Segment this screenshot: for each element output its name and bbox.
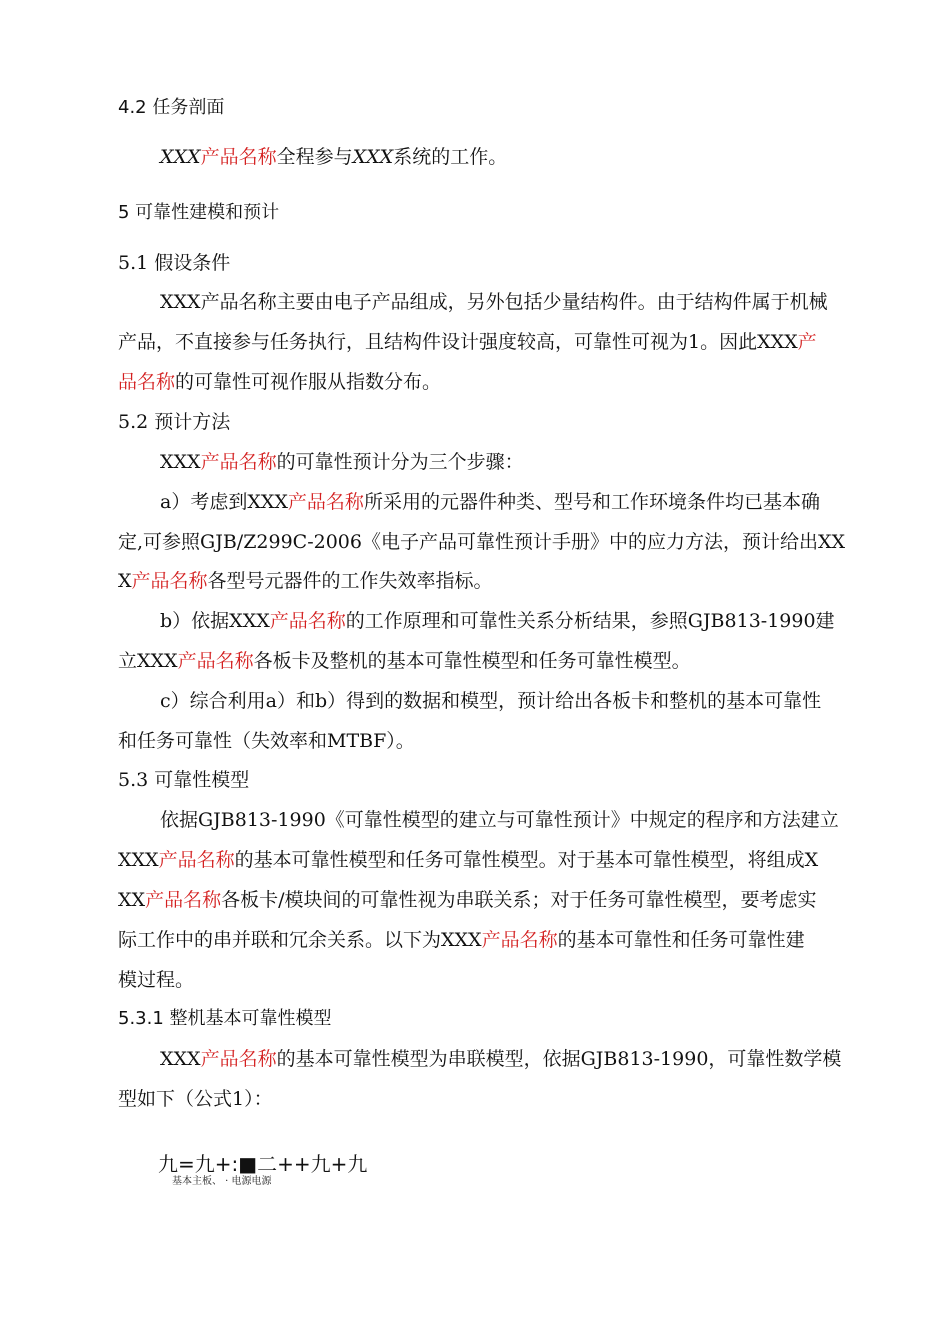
product-name-highlight: 产品名称 [145, 889, 222, 911]
text-run: 的工作原理和可靠性关系分析结果，参照GJB813-1990建 [345, 610, 835, 632]
product-name-highlight: 产 [797, 331, 817, 353]
step-a-line-3 [118, 569, 493, 593]
text-run: XXX [160, 451, 201, 473]
heading-4-2: 4.2 任务剖面 [118, 97, 225, 118]
paragraph-assumption-line-3 [118, 370, 441, 394]
product-name-highlight: 产品名称 [200, 1048, 277, 1070]
text-run: 各板卡及整机的基本可靠性模型和任务可靠性模型。 [253, 650, 691, 672]
formula-1: 九=九+:■二++九+九 [158, 1152, 368, 1176]
text-run: 际工作中的串并联和冗余关系。以下为XXX [118, 929, 482, 951]
text-run: 各板卡/模块间的可靠性视为串联关系；对于任务可靠性模型，要考虑实 [221, 889, 817, 911]
product-name-highlight: 产品名称 [158, 849, 235, 871]
paragraph-assumption-line-2 [118, 330, 817, 354]
product-placeholder: XXX [160, 146, 201, 168]
product-name-highlight: 产品名称 [269, 610, 346, 632]
text-run: 的基本可靠性和任务可靠性建 [557, 929, 805, 951]
text-run: XXX [118, 849, 159, 871]
text-run: 的基本可靠性模型和任务可靠性模型。对于基本可靠性模型，将组成X [234, 849, 819, 871]
step-b-line-1 [160, 609, 835, 633]
text-run: XX [118, 889, 146, 911]
step-c-line-2: 和任务可靠性（失效率和MTBF）。 [118, 730, 415, 752]
text-run: 立XXX [118, 650, 178, 672]
text-run: XXX [160, 1048, 201, 1070]
paragraph-method-intro [160, 450, 524, 474]
heading-5-3: 5.3 可靠性模型 [118, 769, 250, 791]
step-c-line-1: c）综合利用a）和b）得到的数据和模型，预计给出各板卡和整机的基本可靠性 [160, 690, 822, 712]
paragraph-model-line-2 [118, 848, 818, 872]
heading-5-2: 5.2 预计方法 [118, 411, 231, 433]
text-run: 系统的工作。 [393, 146, 508, 168]
heading-5-3-1: 5.3.1 整机基本可靠性模型 [118, 1008, 332, 1029]
heading-5-1: 5.1 假设条件 [118, 252, 231, 274]
text-run: 各型号元器件的工作失效率指标。 [207, 570, 493, 592]
paragraph-model-line-4 [118, 928, 805, 952]
system-placeholder: XXX [352, 146, 394, 168]
text-run: 的可靠性预计分为三个步骤： [276, 451, 524, 473]
paragraph-basic-model-line-2: 型如下（公式1）： [118, 1088, 273, 1110]
paragraph-assumption-line-1: XXX产品名称主要由电子产品组成，另外包括少量结构件。由于结构件属于机械 [160, 291, 828, 313]
text-run: a）考虑到XXX [160, 491, 288, 513]
paragraph-task-profile [160, 145, 507, 169]
paragraph-model-line-1: 依据GJB813-1990《可靠性模型的建立与可靠性预计》中规定的程序和方法建立 [160, 809, 839, 831]
step-a-line-2: 定,可参照GJB/Z299C-2006《电子产品可靠性预计手册》中的应力方法，预计给出XX [118, 531, 846, 553]
text-run: X [118, 570, 132, 592]
text-run: b）依据XXX [160, 610, 270, 632]
paragraph-basic-model-line-1 [160, 1047, 841, 1071]
step-b-line-2 [118, 649, 691, 673]
heading-5: 5 可靠性建模和预计 [118, 202, 280, 223]
text-run: 全程参与 [276, 146, 353, 168]
product-name-highlight: 产品名称 [200, 451, 277, 473]
product-name-highlight: 品名称 [118, 371, 176, 393]
text-run: 产品，不直接参与任务执行，且结构件设计强度较高，可靠性可视为1。因此XXX [118, 331, 798, 353]
product-name-highlight: 产品名称 [287, 491, 364, 513]
text-run: 的基本可靠性模型为串联模型，依据GJB813-1990，可靠性数学模 [276, 1048, 842, 1070]
product-name-highlight: 产品名称 [200, 146, 277, 168]
paragraph-model-line-3 [118, 888, 816, 912]
paragraph-model-line-5: 模过程。 [118, 969, 195, 991]
product-name-highlight: 产品名称 [177, 650, 254, 672]
text-run: 的可靠性可视作服从指数分布。 [175, 371, 442, 393]
product-name-highlight: 产品名称 [481, 929, 558, 951]
step-a-line-1 [160, 490, 820, 514]
formula-1-subscripts: 基本主板、 · 电源电源 [172, 1176, 272, 1187]
text-run: 所采用的元器件种类、型号和工作环境条件均已基本确 [363, 491, 820, 513]
product-name-highlight: 产品名称 [131, 570, 208, 592]
